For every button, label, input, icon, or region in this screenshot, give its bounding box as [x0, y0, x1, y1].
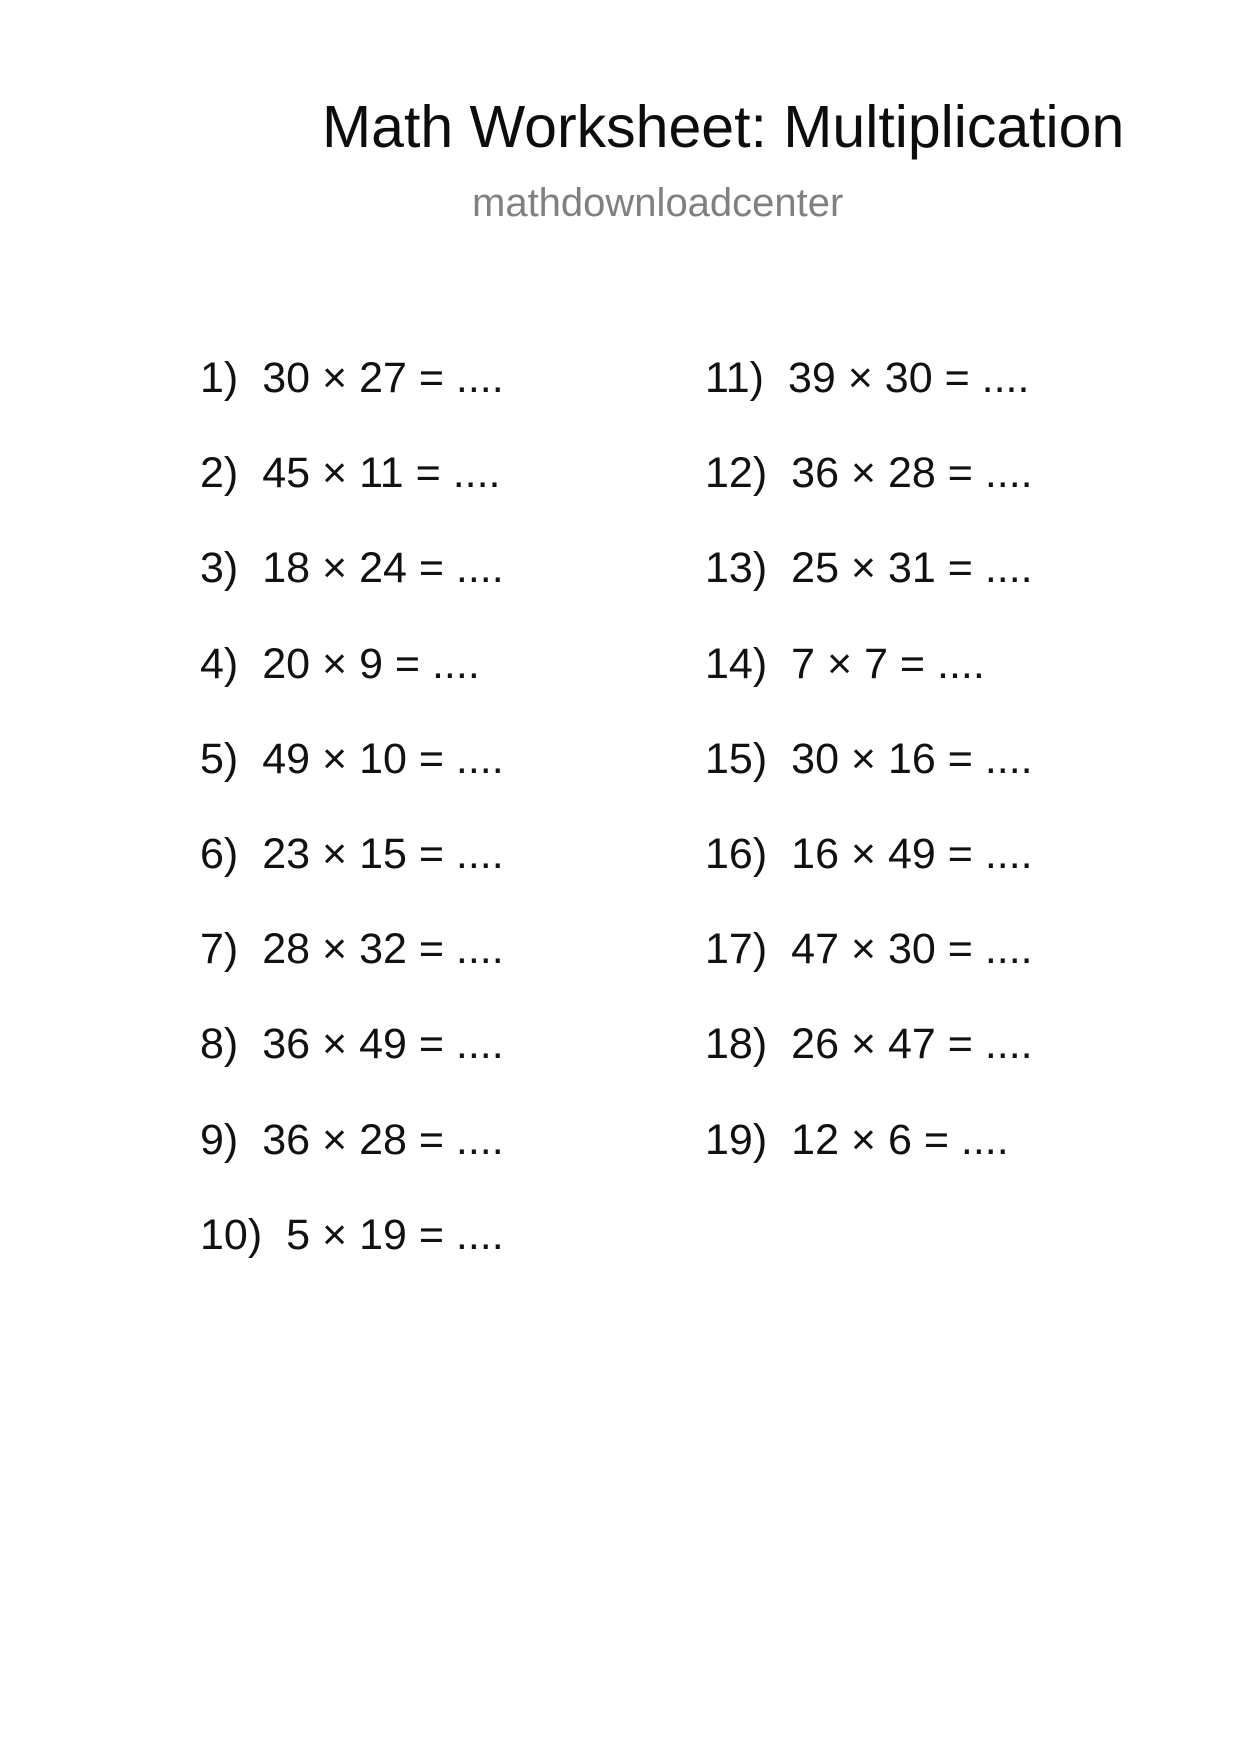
problem-item [200, 449, 504, 544]
problem-item [705, 830, 1033, 925]
problem-expression: 26 × 47 = .... [791, 1020, 1033, 1069]
problem-expression: 47 × 30 = .... [791, 925, 1033, 974]
problem-item [200, 544, 504, 639]
problem-expression: 20 × 9 = .... [262, 639, 480, 688]
problem-item [705, 1020, 1033, 1115]
problem-item [200, 925, 504, 1020]
problem-number: 7) [200, 925, 239, 974]
page-subtitle: mathdownloadcenter [472, 181, 844, 225]
problem-number: 16) [705, 829, 768, 878]
problem-expression: 28 × 32 = .... [262, 925, 504, 974]
problem-number: 11) [705, 354, 764, 402]
problem-item [200, 1116, 504, 1211]
problem-number: 6) [200, 829, 239, 878]
problem-expression: 49 × 10 = .... [262, 734, 504, 783]
problem-expression: 30 × 16 = .... [791, 734, 1033, 783]
problem-number: 13) [705, 544, 768, 593]
problem-number: 2) [200, 449, 239, 498]
problem-item [705, 925, 1033, 1020]
problem-item [705, 1116, 1033, 1211]
problem-number: 5) [200, 734, 239, 783]
problem-number: 3) [200, 544, 239, 593]
problem-column-left [200, 354, 504, 1306]
problem-number: 14) [705, 639, 768, 688]
problem-number: 15) [705, 734, 768, 783]
problem-expression: 30 × 27 = .... [262, 354, 504, 402]
problem-expression: 36 × 28 = .... [262, 1115, 504, 1164]
problem-number: 12) [705, 449, 768, 498]
problem-item [705, 735, 1033, 830]
problem-expression: 36 × 28 = .... [791, 449, 1033, 498]
problem-expression: 45 × 11 = .... [262, 449, 501, 498]
problem-expression: 18 × 24 = .... [262, 544, 504, 593]
problem-expression: 5 × 19 = .... [286, 1210, 504, 1259]
problem-expression: 25 × 31 = .... [791, 544, 1033, 593]
problem-item [705, 449, 1033, 544]
problem-number: 17) [705, 925, 768, 974]
problem-number: 10) [200, 1210, 263, 1259]
problem-number: 1) [200, 354, 239, 402]
problem-expression: 16 × 49 = .... [791, 829, 1033, 878]
problem-column-right [705, 354, 1033, 1211]
problem-item [705, 640, 1033, 735]
problem-item [200, 830, 504, 925]
problem-item [705, 354, 1033, 449]
problem-item [200, 735, 504, 830]
problem-item [200, 1211, 504, 1306]
problem-item [200, 354, 504, 449]
problem-expression: 7 × 7 = .... [791, 639, 985, 688]
problem-expression: 12 × 6 = .... [791, 1115, 1009, 1164]
problem-item [200, 640, 504, 735]
problem-number: 9) [200, 1115, 239, 1164]
problem-expression: 39 × 30 = .... [787, 354, 1030, 402]
problem-number: 8) [200, 1020, 239, 1069]
page-title: Math Worksheet: Multiplication [322, 94, 1125, 160]
problem-number: 18) [705, 1020, 768, 1069]
problem-expression: 23 × 15 = .... [262, 829, 504, 878]
problem-number: 4) [200, 639, 239, 688]
problem-expression: 36 × 49 = .... [262, 1020, 504, 1069]
problem-item [705, 544, 1033, 639]
problem-item [200, 1020, 504, 1115]
problem-number: 19) [705, 1115, 768, 1164]
